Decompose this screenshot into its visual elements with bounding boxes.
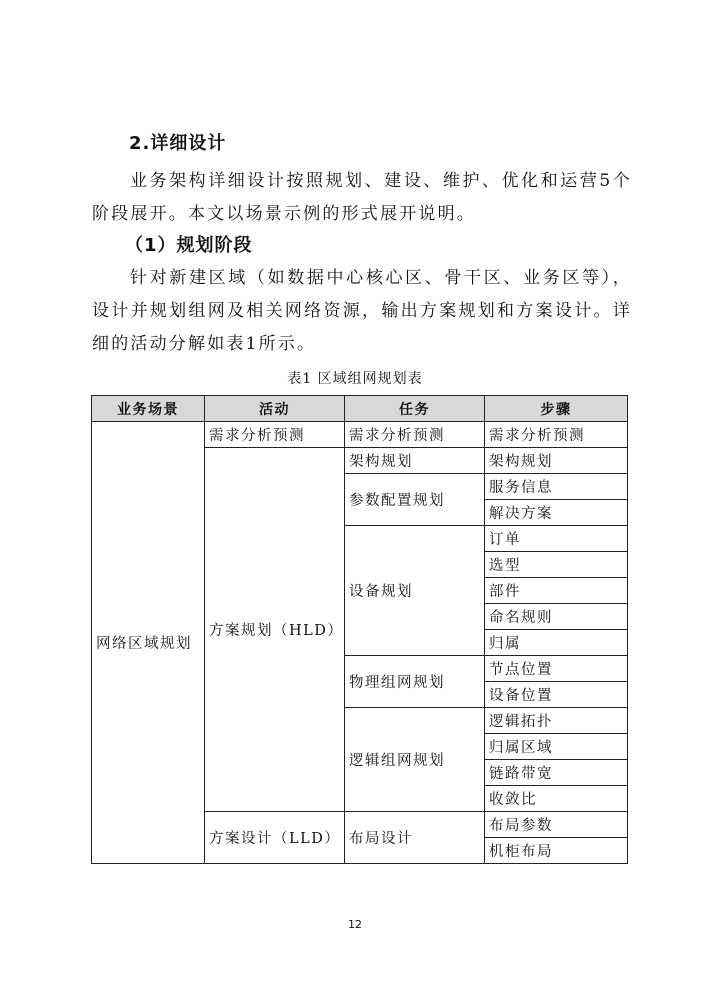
header-scenario: 业务场景: [92, 396, 205, 422]
step-cell: 需求分析预测: [485, 422, 628, 448]
table-caption: 表1 区域组网规划表: [287, 371, 423, 387]
step-cell: 节点位置: [485, 656, 628, 682]
step-cell: 设备位置: [485, 682, 628, 708]
activity-cell: 方案设计（LLD）: [205, 812, 345, 864]
planning-paragraph: 针对新建区域（如数据中心核心区、骨干区、业务区等），设计并规划组网及相关网络资源，输出方案规划和方案设计。详细的活动分解如表1所示。: [92, 268, 632, 354]
step-cell: 服务信息: [485, 474, 628, 500]
task-cell: 布局设计: [345, 812, 485, 864]
step-cell: 布局参数: [485, 812, 628, 838]
scenario-cell: 网络区域规划: [92, 422, 205, 864]
step-cell: 命名规则: [485, 604, 628, 630]
task-cell: 架构规划: [345, 448, 485, 474]
step-cell: 链路带宽: [485, 760, 628, 786]
activity-cell: 需求分析预测: [205, 422, 345, 448]
task-cell: 物理组网规划: [345, 656, 485, 708]
header-activity: 活动: [205, 396, 345, 422]
page-number: 12: [348, 918, 362, 931]
step-cell: 逻辑拓扑: [485, 708, 628, 734]
step-cell: 解决方案: [485, 500, 628, 526]
step-cell: 订单: [485, 526, 628, 552]
intro-paragraph: 业务架构详细设计按照规划、建设、维护、优化和运营5个阶段展开。本文以场景示例的形式展开说明。: [92, 171, 632, 224]
section-heading: 2.详细设计: [129, 133, 227, 154]
task-cell: 需求分析预测: [345, 422, 485, 448]
step-cell: 部件: [485, 578, 628, 604]
task-cell: 逻辑组网规划: [345, 708, 485, 812]
subheading: （1）规划阶段: [125, 235, 253, 256]
activity-cell: 方案规划（HLD）: [205, 448, 345, 812]
header-step: 步骤: [485, 396, 628, 422]
header-task: 任务: [345, 396, 485, 422]
task-cell: 设备规划: [345, 526, 485, 656]
step-cell: 机柜布局: [485, 838, 628, 864]
planning-table: [91, 395, 628, 864]
step-cell: 归属: [485, 630, 628, 656]
table-header-row: [92, 396, 628, 422]
step-cell: 选型: [485, 552, 628, 578]
step-cell: 收敛比: [485, 786, 628, 812]
step-cell: 架构规划: [485, 448, 628, 474]
table-row: [92, 422, 628, 448]
step-cell: 归属区域: [485, 734, 628, 760]
task-cell: 参数配置规划: [345, 474, 485, 526]
